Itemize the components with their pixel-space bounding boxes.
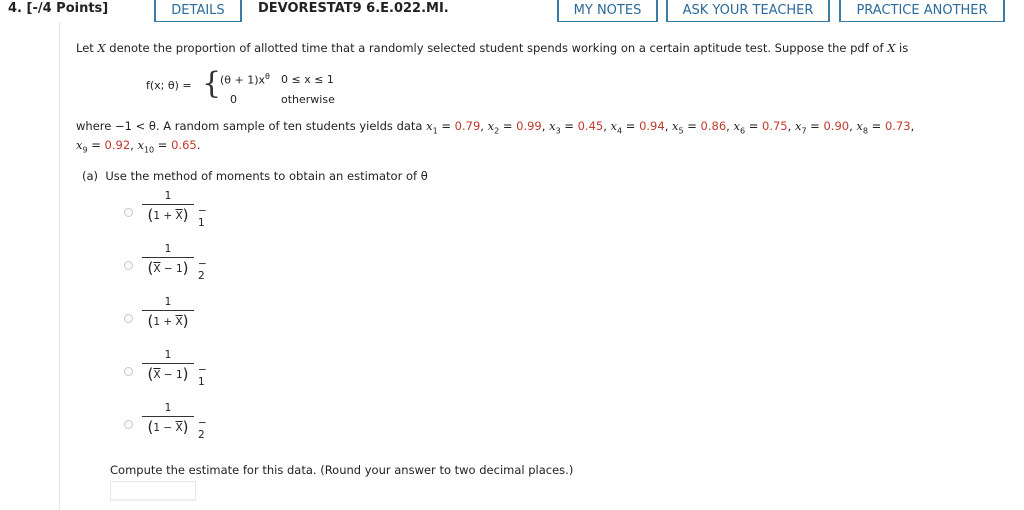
part-a-prompt: (a) Use the method of moments to obtain an estimator of θ bbox=[82, 169, 428, 183]
option-denominator: $(1 + \overline{X})$ bbox=[147, 312, 189, 330]
option-radio[interactable] bbox=[124, 420, 133, 429]
details-button[interactable]: DETAILS bbox=[154, 0, 242, 23]
pdf-case1-exp: θ bbox=[265, 72, 270, 81]
data-var: x bbox=[76, 138, 83, 152]
option-radio[interactable] bbox=[124, 367, 133, 376]
option-suffix: − 2 bbox=[198, 417, 207, 441]
data-value: 0.45 bbox=[577, 119, 604, 133]
option-fraction bbox=[142, 190, 194, 230]
option-fraction bbox=[142, 402, 194, 442]
data-value: 0.92 bbox=[104, 138, 131, 152]
data-value: 0.79 bbox=[454, 119, 481, 133]
option-fraction bbox=[142, 296, 194, 336]
answer-input[interactable] bbox=[110, 481, 196, 501]
data-var: x bbox=[794, 119, 802, 133]
data-value: 0.75 bbox=[762, 119, 788, 133]
option-denominator: $(\overline{X} - 1)$ bbox=[147, 365, 189, 383]
data-value: 0.94 bbox=[639, 119, 665, 133]
option-denominator: $(1 + \overline{X})$ bbox=[147, 206, 189, 224]
option-denominator: $(1 - \overline{X})$ bbox=[147, 418, 189, 436]
data-value: 0.86 bbox=[700, 119, 727, 133]
data-var: x bbox=[610, 119, 618, 133]
question-number: 4. [-/4 Points] bbox=[8, 1, 109, 16]
option-radio[interactable] bbox=[124, 208, 133, 217]
problem-code: DEVORESTAT9 6.E.022.MI. bbox=[258, 1, 449, 16]
ask-your-teacher-button[interactable]: ASK YOUR TEACHER bbox=[666, 0, 830, 23]
my-notes-button[interactable]: MY NOTES bbox=[557, 0, 658, 23]
data-var: x bbox=[549, 119, 556, 133]
data-value: 0.73 bbox=[884, 119, 911, 133]
option-denominator: $(\overline{X} - 1)$ bbox=[147, 259, 189, 277]
problem-intro: Let X denote the proportion of allotted time that a randomly selected student spends working on a certain aptitude test. Suppose the pdf of X is bbox=[76, 41, 909, 55]
option-numerator: 1 bbox=[164, 190, 172, 202]
sample-data-line-2: $x_9 = 0.92$, $x_{10} = 0.65$. bbox=[76, 138, 201, 155]
option-numerator: 1 bbox=[164, 402, 172, 414]
option-radio[interactable] bbox=[124, 261, 133, 270]
pdf-case2-cond: otherwise bbox=[281, 93, 335, 106]
option-numerator: 1 bbox=[164, 349, 172, 361]
pdf-brace: { bbox=[202, 66, 222, 101]
pdf-lhs: f(x; θ) = bbox=[146, 79, 192, 92]
option-fraction bbox=[142, 349, 194, 389]
data-var: x bbox=[733, 119, 740, 133]
practice-another-button[interactable]: PRACTICE ANOTHER bbox=[839, 0, 1005, 23]
data-var: x bbox=[856, 119, 863, 133]
option-suffix: − 1 bbox=[198, 205, 207, 229]
option-numerator: 1 bbox=[164, 296, 172, 308]
pdf-case1-cond: 0 ≤ x ≤ 1 bbox=[281, 73, 334, 86]
pdf-case2-expr: 0 bbox=[230, 93, 237, 106]
option-numerator: 1 bbox=[164, 243, 172, 255]
sample-data-line-1: where −1 < θ. A random sample of ten students yields data $x_1 = 0.79$, $x_2 = 0.99$, $x_3 = 0.45$, $x_4 = 0.94$, $x_5 = 0.86$, $x_6 = 0.75$, $x_7 = 0.90$, $x_8 = 0.73$, bbox=[76, 119, 915, 136]
option-suffix: − 2 bbox=[198, 258, 207, 282]
data-var: x bbox=[137, 138, 144, 152]
data-value: 0.99 bbox=[516, 119, 542, 133]
compute-prompt: Compute the estimate for this data. (Round your answer to two decimal places.) bbox=[110, 463, 574, 477]
data-var: x bbox=[426, 119, 433, 133]
option-radio[interactable] bbox=[124, 314, 133, 323]
data-var: x bbox=[487, 119, 495, 133]
data-value: 0.65 bbox=[171, 138, 197, 152]
data-var: x bbox=[672, 119, 679, 133]
option-fraction bbox=[142, 243, 194, 283]
data-value: 0.90 bbox=[823, 119, 850, 133]
pdf-case1-expr: (θ + 1)x bbox=[220, 73, 266, 87]
question-header bbox=[0, 0, 1024, 22]
option-suffix: − 1 bbox=[198, 364, 207, 388]
